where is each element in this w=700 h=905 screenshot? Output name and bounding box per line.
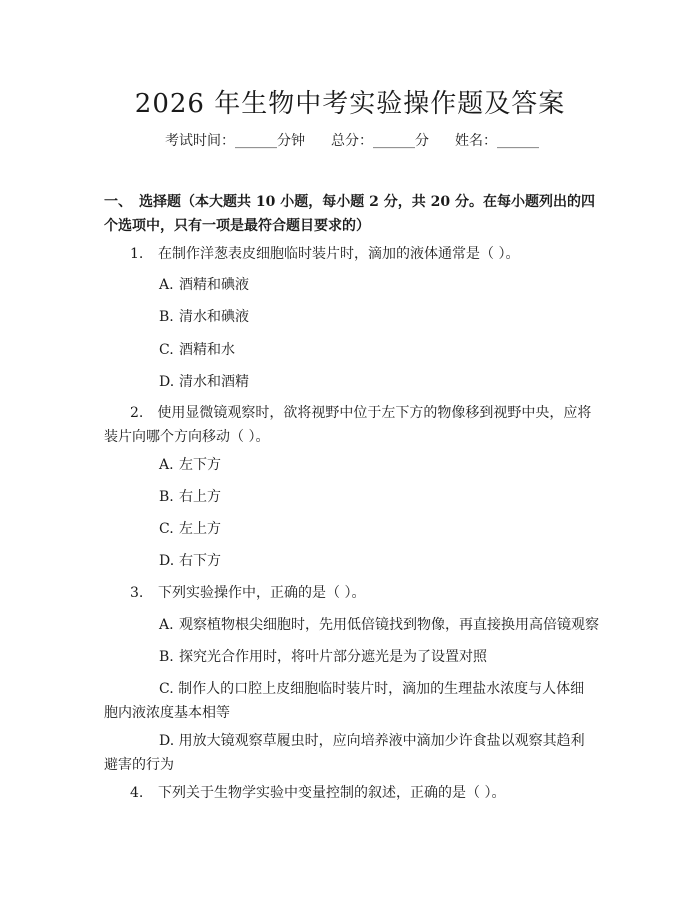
- option-3b: B. 探究光合作用时，将叶片部分遮光是为了设置对照: [159, 649, 487, 665]
- option-2a: A. 左下方: [159, 457, 221, 473]
- option-1c: C. 酒精和水: [159, 342, 235, 358]
- total-score-field: 总分：______分: [331, 133, 429, 149]
- student-name-field: 姓名：______: [455, 133, 539, 149]
- question-text: 下列实验操作中，正确的是（ ）。: [158, 585, 366, 601]
- question-text: 下列关于生物学实验中变量控制的叙述，正确的是（ ）。: [158, 785, 506, 801]
- question-3: [130, 581, 365, 605]
- question-number: 3.: [130, 585, 144, 601]
- option-3d: D. 用放大镜观察草履虫时，应向培养液中滴加少许食盐以观察其趋利避害的行为: [104, 733, 585, 773]
- option-1d: D. 清水和酒精: [159, 374, 249, 390]
- exam-info-line: [165, 130, 539, 150]
- exam-time-field: 考试时间：______分钟: [165, 133, 305, 149]
- page-title: 2026 年生物中考实验操作题及答案: [134, 89, 566, 119]
- question-number: 1.: [130, 246, 144, 262]
- option-1a: A. 酒精和碘液: [159, 277, 249, 293]
- section-heading: 一、 选择题（本大题共 10 小题，每小题 2 分，共 20 分。在每小题列出的四个选项中，只有一项是最符合题目要求的）: [104, 194, 595, 234]
- option-2c: C. 左上方: [159, 521, 221, 537]
- question-4: [130, 781, 505, 805]
- question-2: 2. 使用显微镜观察时，欲将视野中位于左下方的物像移到视野中央，应将装片向哪个方向移动（ ）。: [104, 405, 592, 445]
- question-text: 在制作洋葱表皮细胞临时装片时，滴加的液体通常是（ ）。: [158, 246, 520, 262]
- question-number: 4.: [130, 785, 144, 801]
- option-3c: C. 制作人的口腔上皮细胞临时装片时，滴加的生理盐水浓度与人体细胞内液浓度基本相等: [104, 681, 585, 721]
- question-1: [130, 242, 519, 266]
- option-2d: D. 右下方: [159, 553, 221, 569]
- option-2b: B. 右上方: [159, 489, 221, 505]
- option-3a: A. 观察植物根尖细胞时，先用低倍镜找到物像，再直接换用高倍镜观察: [159, 617, 599, 633]
- option-1b: B. 清水和碘液: [159, 309, 249, 325]
